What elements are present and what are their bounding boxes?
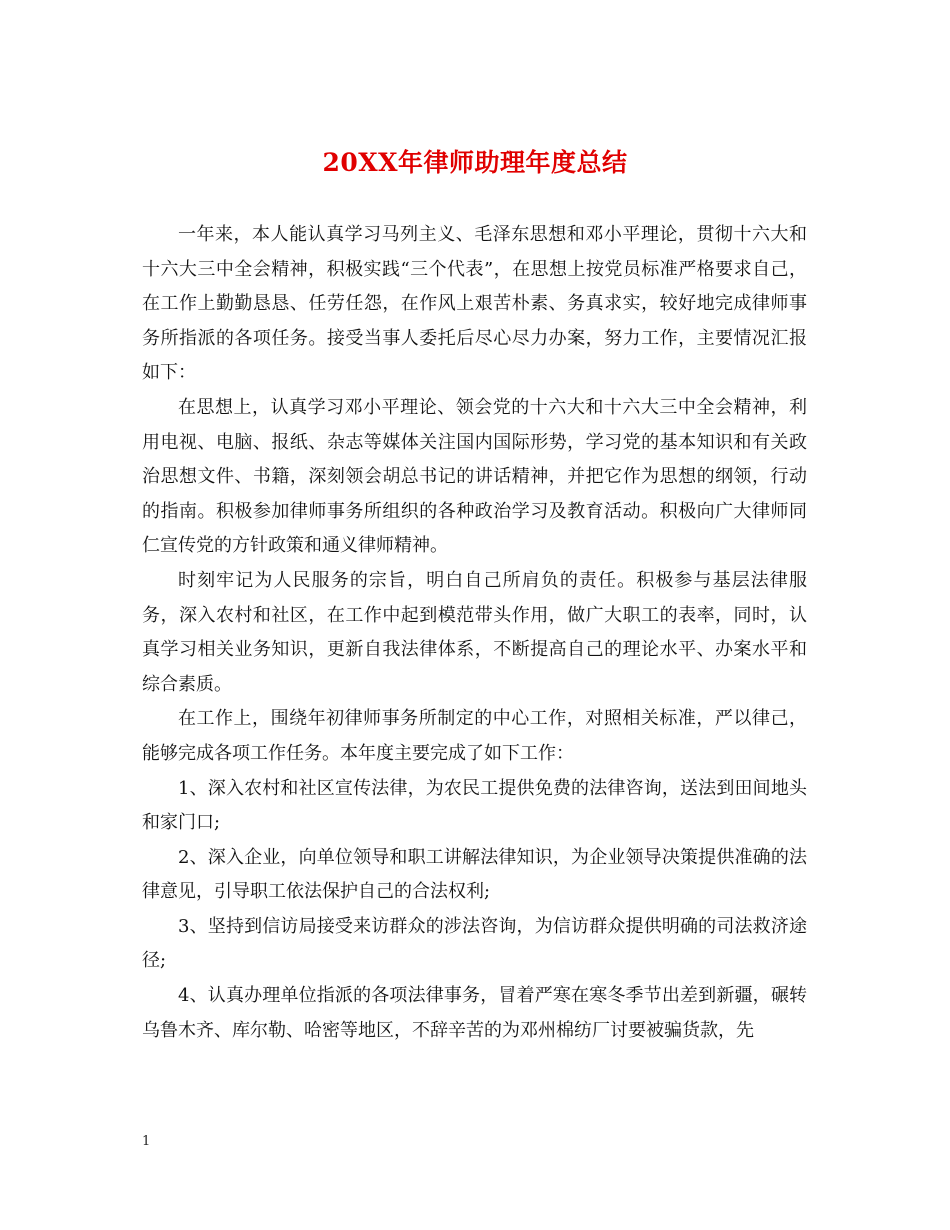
list-item-paragraph: 2、深入企业，向单位领导和职工讲解法律知识，为企业领导决策提供准确的法律意见，引导职工依法保护自己的合法权利; [142,846,807,903]
paragraph: 在思想上，认真学习邓小平理论、领会党的十六大和十六大三中全会精神，利用电视、电脑、报纸、杂志等媒体关注国内国际形势，学习党的基本知识和有关政治思想文件、书籍，深刻领会胡总书记的讲话精神，并把它作为思想的纲领，行动的指南。积极参加律师事务所组织的各种政治学习及教育活动。积极向广大律师同仁宣传党的方针政策和通义律师精神。 [142,396,807,557]
list-item-paragraph: 3、坚持到信访局接受来访群众的涉法咨询，为信访群众提供明确的司法救济途径; [142,915,807,972]
list-item-paragraph: 4、认真办理单位指派的各项法律事务，冒着严寒在寒冬季节出差到新疆，碾转乌鲁木齐、库尔勒、哈密等地区，不辞辛苦的为邓州棉纺厂讨要被骗货款，先 [142,985,807,1041]
paragraph: 在工作上，围绕年初律师事务所制定的中心工作，对照相关标准，严以律己，能够完成各项工作任务。本年度主要完成了如下工作： [142,708,807,764]
paragraph: 时刻牢记为人民服务的宗旨，明白自己所肩负的责任。积极参与基层法律服务，深入农村和社区，在工作中起到模范带头作用，做广大职工的表率，同时，认真学习相关业务知识，更新自我法律体系，不断提高自己的理论水平、办案水平和综合素质。 [142,569,807,695]
document-title: 20XX年律师助理年度总结 [322,148,628,177]
list-item-paragraph: 1、深入农村和社区宣传法律，为农民工提供免费的法律咨询，送法到田间地头和家门口; [142,777,807,834]
paragraph: 一年来，本人能认真学习马列主义、毛泽东思想和邓小平理论，贯彻十六大和十六大三中全会精神，积极实践“三个代表”，在思想上按党员标准严格要求自己，在工作上勤勤恳恳、任劳任怨，在作风上艰苦朴素、务真求实，较好地完成律师事务所指派的各项任务。接受当事人委托后尽心尽力办案，努力工作，主要情况汇报如下： [142,224,807,384]
page-number: 1 [142,1134,151,1149]
document-body [142,218,807,1048]
